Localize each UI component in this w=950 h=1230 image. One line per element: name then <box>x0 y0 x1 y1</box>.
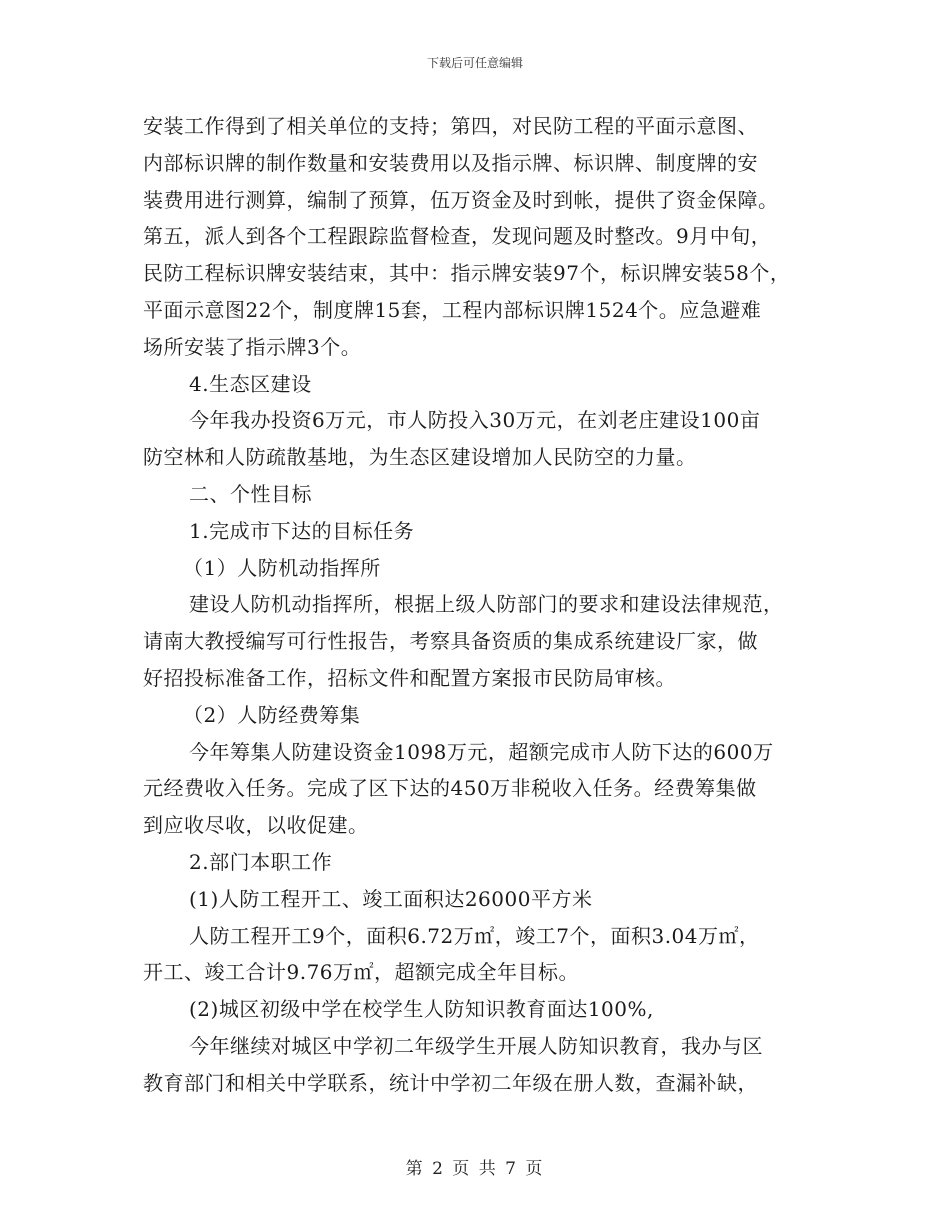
body-line: 元经费收入任务。完成了区下达的450万非税收入任务。经费筹集做 <box>143 776 757 801</box>
body-line: 今年我办投资6万元，市人防投入30万元，在刘老庄建设100亩 <box>189 408 761 433</box>
body-line: 第五，派人到各个工程跟踪监督检查，发现问题及时整改。9月中旬， <box>143 224 772 249</box>
body-line: 开工、竣工合计9.76万㎡，超额完成全年目标。 <box>143 960 580 985</box>
body-line: 安装工作得到了相关单位的支持；第四，对民防工程的平面示意图、 <box>143 114 758 138</box>
body-line: 平面示意图22个，制度牌15套，工程内部标识牌1524个。应急避难 <box>143 297 762 322</box>
body-line: 民防工程标识牌安装结束，其中：指示牌安装97个，标识牌安装58个， <box>143 261 791 286</box>
body-line: 请南大教授编写可行性报告，考察具备资质的集成系统建设厂家，做 <box>143 629 758 654</box>
subsection-heading: (2)城区初级中学在校学生人防知识教育面达100%, <box>189 997 654 1022</box>
body-line: 场所安装了指示牌3个。 <box>143 334 362 359</box>
body-line: 今年继续对城区中学初二年级学生开展人防知识教育，我办与区 <box>189 1033 763 1058</box>
section-heading: 1.完成市下达的目标任务 <box>189 518 415 543</box>
document-body <box>143 108 823 1102</box>
body-line: 装费用进行测算，编制了预算，伍万资金及时到帐，提供了资金保障。 <box>143 187 779 212</box>
body-line: 今年筹集人防建设资金1098万元，超额完成市人防下达的600万 <box>189 739 774 764</box>
section-heading: 二、个性目标 <box>189 481 312 506</box>
subsection-heading: （1）人防机动指挥所 <box>183 555 381 580</box>
section-heading: 2.部门本职工作 <box>189 849 333 874</box>
page-header: 下载后可任意编辑 <box>426 56 523 70</box>
body-line: 内部标识牌的制作数量和安装费用以及指示牌、标识牌、制度牌的安 <box>143 150 758 175</box>
body-line: 建设人防机动指挥所，根据上级人防部门的要求和建设法律规范， <box>189 592 784 617</box>
body-line: 教育部门和相关中学联系，统计中学初二年级在册人数，查漏补缺， <box>143 1070 758 1095</box>
body-line: 到应收尽收，以收促建。 <box>143 813 369 838</box>
subsection-heading: （2）人防经费筹集 <box>183 702 361 727</box>
body-line: 人防工程开工9个，面积6.72万㎡，竣工7个，面积3.04万㎡， <box>189 923 760 948</box>
body-line: 好招投标准备工作，招标文件和配置方案报市民防局审核。 <box>143 665 676 690</box>
body-line: 防空林和人防疏散基地，为生态区建设增加人民防空的力量。 <box>143 445 697 470</box>
section-heading: 4.生态区建设 <box>189 371 312 396</box>
subsection-heading: (1)人防工程开工、竣工面积达26000平方米 <box>189 886 593 911</box>
page-footer: 第 2 页 共 7 页 <box>405 1159 545 1179</box>
